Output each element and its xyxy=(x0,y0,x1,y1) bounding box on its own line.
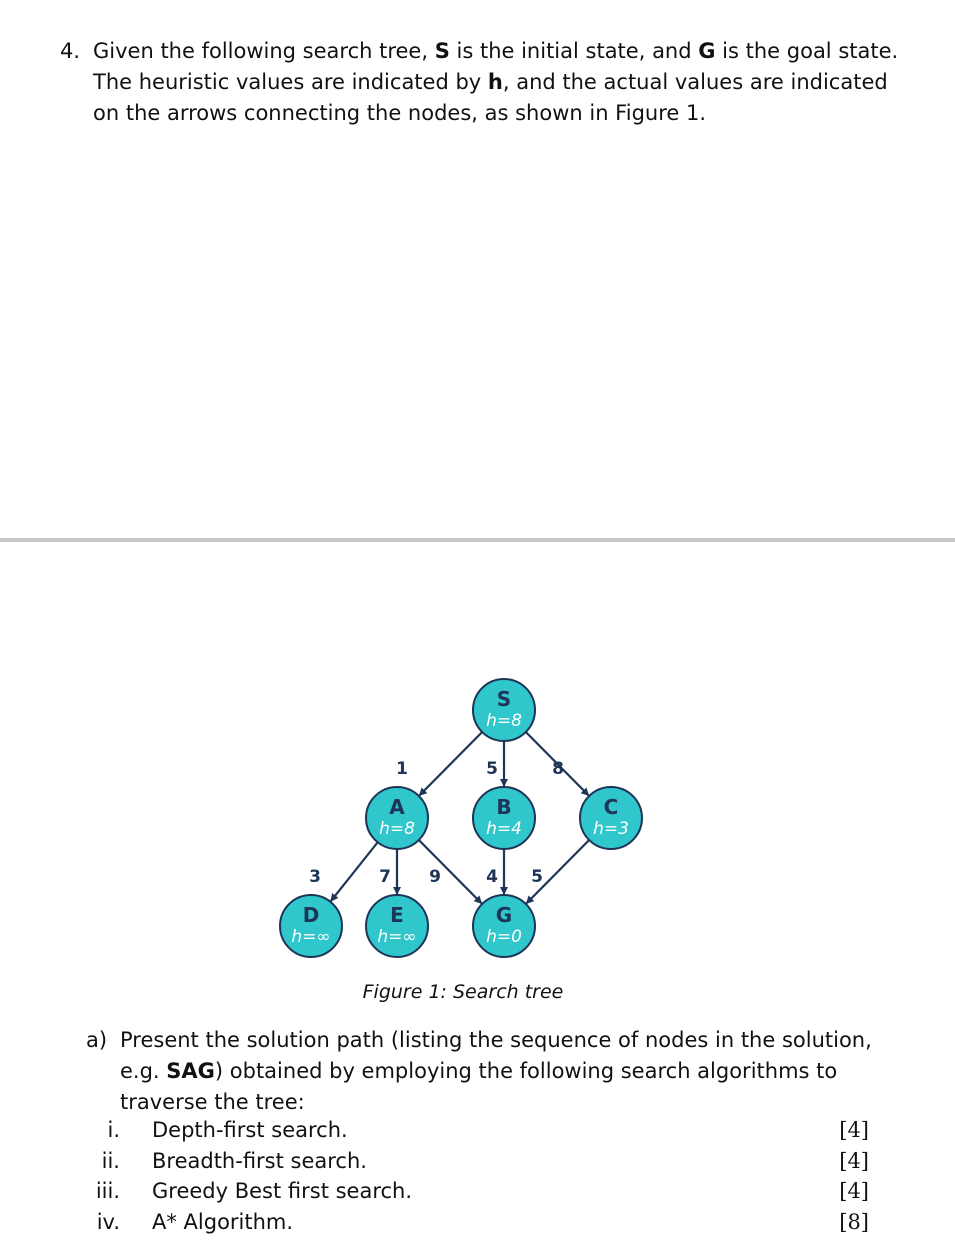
subitem-dfs xyxy=(0,1115,955,1146)
question-text-segment: G xyxy=(698,39,716,63)
question-text-segment: , and the actual values are indicated on the arrows connecting the nodes, as shown in Figure 1. xyxy=(93,70,888,125)
subitem-number: ii. xyxy=(101,1149,120,1173)
node-c xyxy=(580,787,642,849)
subitem-number: i. xyxy=(107,1118,120,1142)
edge-weight-s-c: 8 xyxy=(552,759,564,779)
edge-weight-c-g: 5 xyxy=(531,867,543,887)
node-heuristic: h=8 xyxy=(379,819,415,839)
edge-a-d xyxy=(331,842,378,901)
subitem-marks: [4] xyxy=(839,1179,869,1203)
edge-s-a xyxy=(420,732,483,795)
subitem-marks: [8] xyxy=(839,1210,869,1234)
node-heuristic: h=0 xyxy=(486,927,522,947)
subitem-astar xyxy=(0,1207,955,1238)
node-heuristic: h=4 xyxy=(486,819,522,839)
subitem-marks: [4] xyxy=(839,1118,869,1142)
edge-weight-a-g: 9 xyxy=(429,867,441,887)
edge-weight-b-g: 4 xyxy=(486,867,498,887)
node-label: C xyxy=(603,795,619,819)
node-e xyxy=(366,895,428,957)
node-s xyxy=(473,679,535,741)
node-heuristic: h=∞ xyxy=(377,927,417,947)
node-label: B xyxy=(496,795,512,819)
figure-caption: Figure 1: Search tree xyxy=(362,981,564,1003)
part-a-letter: a) xyxy=(86,1028,108,1052)
question-number: 4. xyxy=(60,39,81,63)
edge-weight-s-a: 1 xyxy=(396,759,408,779)
node-b xyxy=(473,787,535,849)
subitem-greedy xyxy=(0,1176,955,1207)
subitem-marks: [4] xyxy=(839,1149,869,1173)
part-a-text-segment: Present the solution path (listing the sequence of nodes in the solution, e.g. xyxy=(120,1028,872,1083)
node-g xyxy=(473,895,535,957)
subitem-number: iii. xyxy=(95,1179,120,1203)
part-a-text xyxy=(120,1025,880,1118)
subitem-text: Greedy Best first search. xyxy=(152,1179,413,1203)
node-label: A xyxy=(389,795,405,819)
part-a-text-segment: ) obtained by employing the following search algorithms to traverse the tree: xyxy=(120,1059,838,1114)
node-heuristic: h=8 xyxy=(486,711,522,731)
subitem-text: Breadth-first search. xyxy=(152,1149,367,1173)
question-text-segment: is the goal state. The heuristic values are indicated by xyxy=(93,39,899,94)
question-text-segment: h xyxy=(487,70,503,94)
subitem-number: iv. xyxy=(96,1210,120,1234)
question-text-segment: is the initial state, and xyxy=(449,39,699,63)
node-d xyxy=(280,895,342,957)
part-a-text-segment: SAG xyxy=(166,1059,215,1083)
edge-weight-a-e: 7 xyxy=(379,867,391,887)
edge-weight-a-d: 3 xyxy=(309,867,321,887)
question-text-segment: Given the following search tree, xyxy=(93,39,435,63)
subitem-text: A* Algorithm. xyxy=(152,1210,294,1234)
node-label: S xyxy=(496,687,512,711)
node-a xyxy=(366,787,428,849)
node-label: G xyxy=(495,903,513,927)
node-heuristic: h=3 xyxy=(593,819,629,839)
subitem-text: Depth-first search. xyxy=(152,1118,348,1142)
question-text-segment: S xyxy=(434,39,450,63)
subitem-bfs xyxy=(0,1146,955,1177)
node-label: E xyxy=(390,903,404,927)
edge-weight-s-b: 5 xyxy=(486,759,498,779)
node-heuristic: h=∞ xyxy=(291,927,331,947)
node-label: D xyxy=(302,903,320,927)
